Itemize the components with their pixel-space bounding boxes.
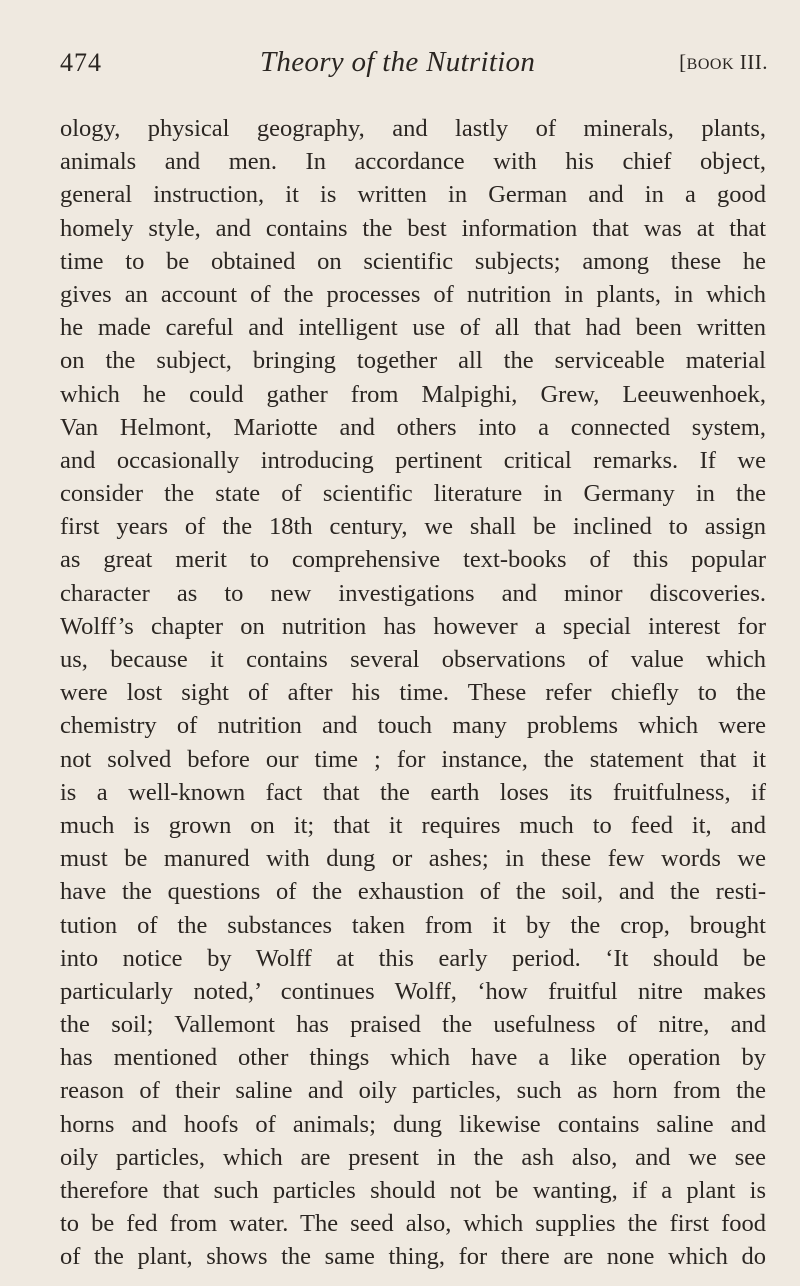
book-label-bracket: [ [679, 50, 687, 74]
book-label-numeral: III. [739, 50, 768, 74]
text-line: Van Helmont, Mariotte and others into a connected system, [60, 413, 766, 441]
text-line: which he could gather from Malpighi, Grew, Leeuwenhoek, [60, 380, 766, 408]
text-line: therefore that such particles should not be wanting, if a plant is [60, 1177, 766, 1204]
text-line: the soil; Vallemont has praised the usefulness of nitre, and [60, 1011, 766, 1039]
text-line: has mentioned other things which have a like operation by [60, 1044, 766, 1072]
text-line: as great merit to comprehensive text-books of this popular [60, 546, 766, 574]
text-line: general instruction, it is written in German and in a good [60, 181, 766, 209]
text-line: on the subject, bringing together all the serviceable material [60, 347, 766, 375]
text-line: homely style, and contains the best information that was at that [60, 214, 766, 242]
running-title: Theory of the Nutrition [260, 46, 536, 78]
text-line: not solved before our time ; for instance, the statement that it [60, 745, 766, 773]
text-line: ology, physical geography, and lastly of minerals, plants, [60, 115, 766, 142]
book-label-word: BOOK [686, 56, 735, 73]
text-line: he made careful and intelligent use of all that had been written [60, 314, 766, 342]
book-label [679, 50, 768, 75]
text-line: were lost sight of after his time. These refer chiefly to the [60, 679, 766, 707]
text-line: character as to new investigations and minor discoveries. [60, 579, 766, 607]
text-line: tution of the substances taken from it by the crop, brought [60, 911, 766, 939]
text-line: of the plant, shows the same thing, for there are none which do [60, 1243, 766, 1271]
text-line: oily particles, which are present in the ash also, and we see [60, 1143, 766, 1171]
text-line: is a well-known fact that the earth loses its fruitfulness, if [60, 778, 766, 806]
body-text [60, 112, 766, 1274]
text-line: animals and men. In accordance with his chief object, [60, 148, 766, 176]
running-head [60, 46, 768, 86]
text-line: particularly noted,’ continues Wolff, ‘how fruitful nitre makes [60, 977, 766, 1005]
text-line: have the questions of the exhaustion of the soil, and the resti- [60, 878, 766, 906]
text-line: must be manured with dung or ashes; in these few words we [60, 845, 766, 873]
text-line: time to be obtained on scientific subjects; among these he [60, 247, 766, 275]
text-line: first years of the 18th century, we shall be inclined to assign [60, 513, 766, 541]
text-line: horns and hoofs of animals; dung likewise contains saline and [60, 1110, 766, 1138]
text-line: to be fed from water. The seed also, which supplies the first food [60, 1210, 766, 1238]
text-line: and occasionally introducing pertinent critical remarks. If we [60, 446, 766, 474]
text-line: reason of their saline and oily particles, such as horn from the [60, 1077, 766, 1105]
text-line: us, because it contains several observations of value which [60, 646, 766, 673]
text-line: much is grown on it; that it requires much to feed it, and [60, 811, 766, 839]
text-line: Wolff’s chapter on nutrition has however a special interest for [60, 612, 766, 640]
text-line: into notice by Wolff at this early period. ‘It should be [60, 944, 766, 972]
page-number: 474 [60, 48, 102, 77]
text-line: consider the state of scientific literature in Germany in the [60, 480, 766, 508]
text-line: chemistry of nutrition and touch many problems which were [60, 712, 766, 740]
text-line: gives an account of the processes of nutrition in plants, in which [60, 280, 766, 308]
